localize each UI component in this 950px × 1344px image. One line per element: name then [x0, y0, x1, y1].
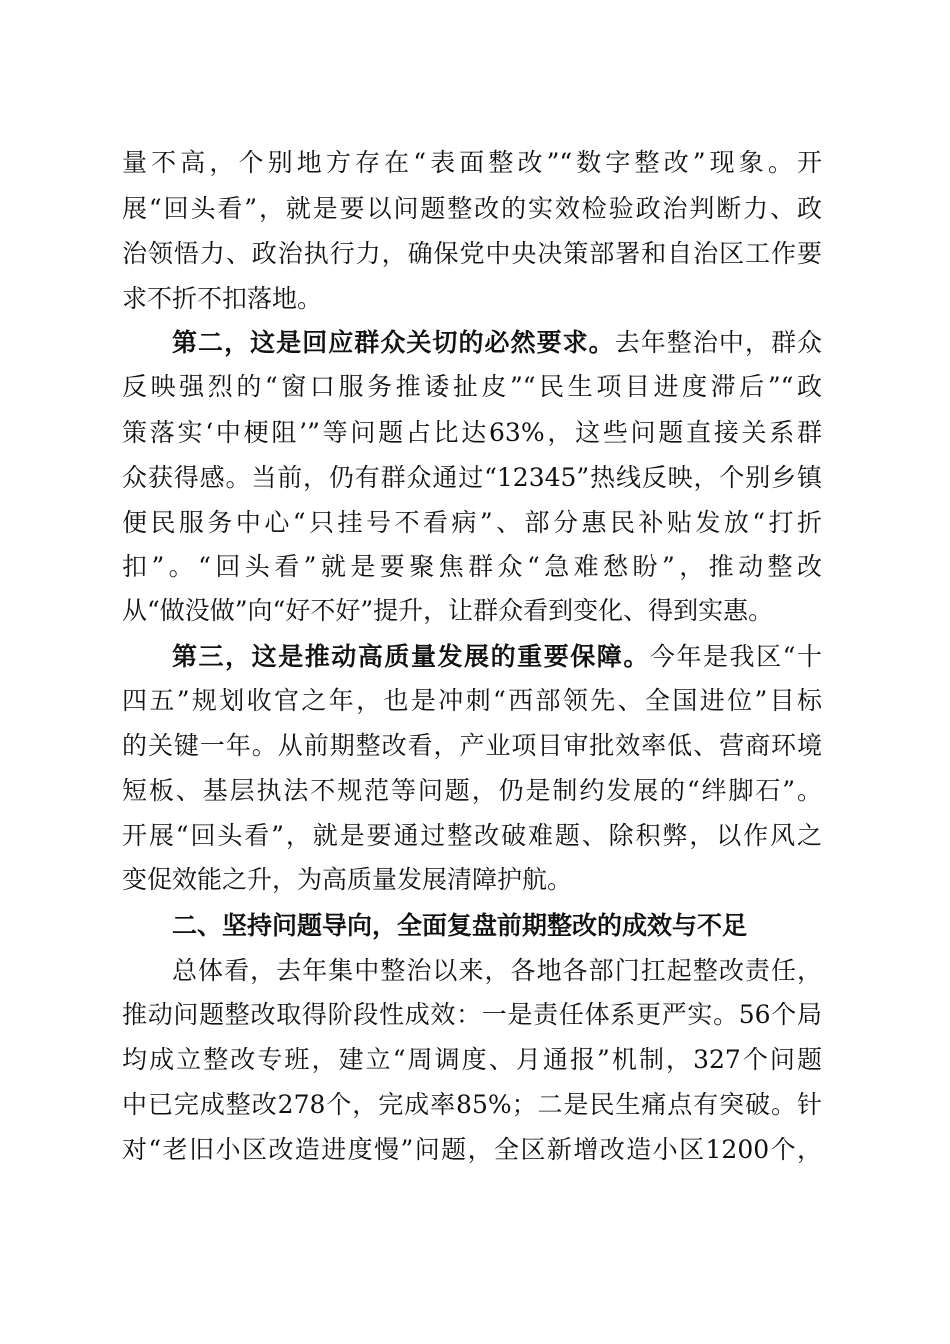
- paragraph-3-line-2: 四五”规划收官之年，也是冲刺“西部领先、全国进位”目标: [122, 686, 822, 715]
- paragraph-4-line-1: 总体看，去年集中整治以来，各地各部门扛起整改责任，: [172, 956, 822, 985]
- paragraph-4-line-2: 推动问题整改取得阶段性成效：一是责任体系更严实。56个局: [122, 1000, 822, 1029]
- paragraph-3-line-6: 变促效能之升，为高质量发展清障护航。: [122, 865, 573, 894]
- paragraph-2-line-1: [172, 321, 822, 365]
- paragraph-2-lead: 第二，这是回应群众关切的必然要求。: [172, 328, 615, 357]
- paragraph-3-line-1: [172, 635, 822, 679]
- paragraph-2-line-2: 反映强烈的“窗口服务推诿扯皮”“民生项目进度滞后”“政: [122, 372, 822, 401]
- paragraph-2-line-5: 便民服务中心“只挂号不看病”、部分惠民补贴发放“打折: [122, 508, 822, 537]
- paragraph-3-line-5: 开展“回头看”，就是要通过整改破难题、除积弊，以作风之: [122, 821, 822, 850]
- paragraph-3-lead: 第三，这是推动高质量发展的重要保障。: [172, 642, 650, 671]
- paragraph-1-line-4: 求不折不扣落地。: [122, 284, 323, 313]
- section-heading: 二、坚持问题导向，全面复盘前期整改的成效与不足: [172, 911, 748, 940]
- paragraph-2-line-7: 从“做没做”向“好不好”提升，让群众看到变化、得到实惠。: [122, 596, 774, 625]
- paragraph-4-line-3: 均成立整改专班，建立“周调度、月通报”机制，327个问题: [122, 1045, 822, 1074]
- paragraph-3-line-4: 短板、基层执法不规范等问题，仍是制约发展的“绊脚石”。: [122, 776, 822, 805]
- paragraph-1-line-2: 展“回头看”，就是要以问题整改的实效检验政治判断力、政: [122, 194, 822, 223]
- paragraph-4-line-4: 中已完成整改278个，完成率85%；二是民生痛点有突破。针: [122, 1090, 822, 1119]
- paragraph-1-line-1: 量不高，个别地方存在“表面整改”“数字整改”现象。开: [122, 148, 822, 177]
- paragraph-3-line-3: 的关键一年。从前期整改看，产业项目审批效率低、营商环境: [122, 731, 822, 760]
- paragraph-2-line-6: 扣”。“回头看”就是要聚焦群众“急难愁盼”，推动整改: [122, 552, 822, 581]
- paragraph-4-line-5: 对“老旧小区改造进度慢”问题，全区新增改造小区1200个，: [122, 1135, 822, 1164]
- paragraph-2-line-3: 策落实‘中梗阻’”等问题占比达63%，这些问题直接关系群: [122, 418, 822, 447]
- paragraph-2-line-1-text: 去年整治中，群众: [614, 328, 822, 357]
- paragraph-3-line-1-text: 今年是我区“十: [649, 642, 822, 671]
- paragraph-2-line-4: 众获得感。当前，仍有群众通过“12345”热线反映，个别乡镇: [122, 463, 822, 492]
- paragraph-1-line-3: 治领悟力、政治执行力，确保党中央决策部署和自治区工作要: [122, 239, 822, 268]
